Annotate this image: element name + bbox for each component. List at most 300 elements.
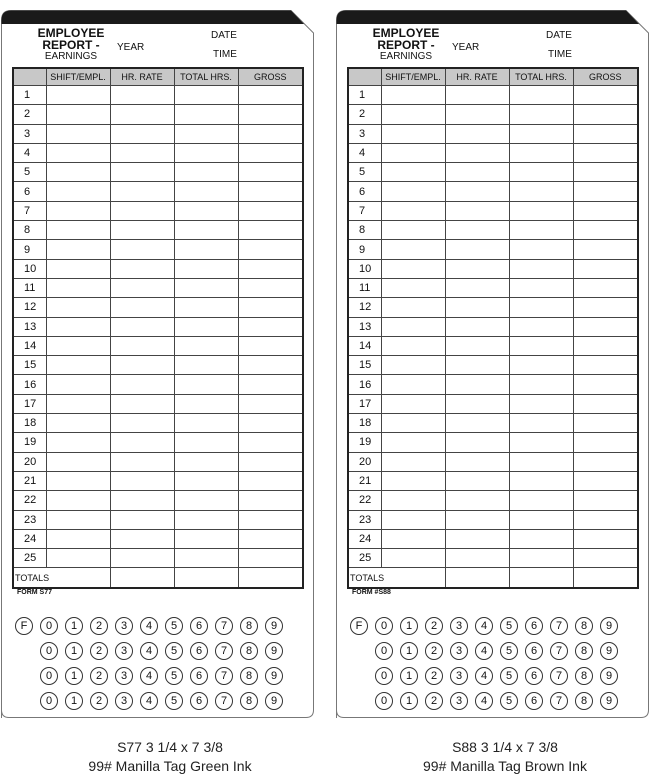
entry-cell[interactable] xyxy=(509,163,573,182)
entry-cell[interactable] xyxy=(174,182,238,201)
entry-cell[interactable] xyxy=(238,510,303,529)
entry-cell[interactable] xyxy=(174,278,238,297)
digit-bubble[interactable]: 0 xyxy=(40,667,58,685)
entry-cell[interactable] xyxy=(573,317,638,336)
entry-cell[interactable] xyxy=(174,221,238,240)
entry-cell[interactable] xyxy=(381,471,445,490)
digit-bubble[interactable]: 5 xyxy=(165,692,183,710)
entry-cell[interactable] xyxy=(573,491,638,510)
entry-cell[interactable] xyxy=(445,394,509,413)
entry-cell[interactable] xyxy=(381,221,445,240)
digit-bubble[interactable]: 9 xyxy=(265,617,283,635)
entry-cell[interactable] xyxy=(46,414,110,433)
entry-cell[interactable] xyxy=(174,471,238,490)
column-header: SHIFT/EMPL. xyxy=(46,68,110,86)
entry-cell[interactable] xyxy=(381,394,445,413)
digit-bubble[interactable]: 3 xyxy=(115,617,133,635)
digit-bubble[interactable]: 0 xyxy=(40,692,58,710)
entry-cell[interactable] xyxy=(509,549,573,568)
digit-bubble[interactable]: 4 xyxy=(140,617,158,635)
entry-cell[interactable] xyxy=(573,356,638,375)
digit-bubble[interactable]: 2 xyxy=(425,692,443,710)
entry-cell[interactable] xyxy=(381,182,445,201)
digit-bubble[interactable]: 5 xyxy=(500,692,518,710)
entry-cell[interactable] xyxy=(509,278,573,297)
entry-cell[interactable] xyxy=(174,529,238,548)
time-label: TIME xyxy=(548,49,572,60)
entry-cell[interactable] xyxy=(381,356,445,375)
digit-bubble[interactable]: 1 xyxy=(400,667,418,685)
entry-cell[interactable] xyxy=(573,105,638,124)
entry-cell[interactable] xyxy=(509,105,573,124)
entry-cell[interactable] xyxy=(573,221,638,240)
digit-bubble[interactable]: 0 xyxy=(375,667,393,685)
entry-cell[interactable] xyxy=(381,278,445,297)
entry-cell[interactable] xyxy=(509,375,573,394)
digit-bubble[interactable]: 4 xyxy=(475,617,493,635)
entry-cell[interactable] xyxy=(174,356,238,375)
digit-bubble[interactable]: 2 xyxy=(90,667,108,685)
entry-cell[interactable] xyxy=(110,240,174,259)
entry-cell[interactable] xyxy=(110,336,174,355)
column-header: GROSS xyxy=(238,68,303,86)
entry-cell[interactable] xyxy=(110,414,174,433)
entry-cell[interactable] xyxy=(238,259,303,278)
digit-bubble[interactable]: 8 xyxy=(575,692,593,710)
digit-bubble[interactable]: 5 xyxy=(165,667,183,685)
entry-cell[interactable] xyxy=(174,452,238,471)
digit-bubble[interactable]: 2 xyxy=(90,642,108,660)
entry-cell[interactable] xyxy=(509,259,573,278)
entry-cell[interactable] xyxy=(573,86,638,105)
entry-cell[interactable] xyxy=(381,201,445,220)
entry-cell[interactable] xyxy=(509,298,573,317)
entry-cell[interactable] xyxy=(46,433,110,452)
digit-bubble[interactable]: 7 xyxy=(215,617,233,635)
entry-cell[interactable] xyxy=(110,105,174,124)
digit-bubble[interactable]: 8 xyxy=(240,692,258,710)
entry-cell[interactable] xyxy=(238,298,303,317)
entry-cell[interactable] xyxy=(509,317,573,336)
digit-bubble[interactable]: 1 xyxy=(400,617,418,635)
entry-cell[interactable] xyxy=(174,143,238,162)
entry-cell[interactable] xyxy=(46,356,110,375)
digit-bubble[interactable]: 5 xyxy=(165,617,183,635)
entry-cell[interactable] xyxy=(573,375,638,394)
row-number: 10 xyxy=(13,259,46,278)
entry-cell[interactable] xyxy=(381,549,445,568)
digit-bubble[interactable]: 9 xyxy=(265,642,283,660)
entry-cell[interactable] xyxy=(110,221,174,240)
entry-cell[interactable] xyxy=(509,124,573,143)
digit-bubble[interactable]: 3 xyxy=(450,692,468,710)
entry-cell[interactable] xyxy=(445,163,509,182)
entry-cell[interactable] xyxy=(174,240,238,259)
entry-cell[interactable] xyxy=(381,317,445,336)
entry-cell[interactable] xyxy=(238,491,303,510)
entry-cell[interactable] xyxy=(110,394,174,413)
digit-bubble[interactable]: 2 xyxy=(425,642,443,660)
entry-cell[interactable] xyxy=(509,394,573,413)
entry-cell[interactable] xyxy=(110,143,174,162)
digit-bubble[interactable]: 5 xyxy=(500,667,518,685)
entry-cell[interactable] xyxy=(174,124,238,143)
totals-cell[interactable] xyxy=(238,568,303,588)
entry-cell[interactable] xyxy=(46,298,110,317)
entry-cell[interactable] xyxy=(46,510,110,529)
entry-cell[interactable] xyxy=(445,510,509,529)
entry-cell[interactable] xyxy=(46,201,110,220)
entry-cell[interactable] xyxy=(381,433,445,452)
entry-cell[interactable] xyxy=(174,317,238,336)
totals-cell[interactable] xyxy=(174,568,238,588)
entry-cell[interactable] xyxy=(46,221,110,240)
digit-bubble[interactable]: 1 xyxy=(400,642,418,660)
entry-cell[interactable] xyxy=(381,105,445,124)
digit-bubble[interactable]: 2 xyxy=(425,667,443,685)
digit-bubble[interactable]: 8 xyxy=(575,667,593,685)
entry-cell[interactable] xyxy=(381,375,445,394)
entry-cell[interactable] xyxy=(238,240,303,259)
entry-cell[interactable] xyxy=(573,240,638,259)
digit-bubble[interactable]: 6 xyxy=(190,617,208,635)
digit-bubble[interactable]: 4 xyxy=(475,692,493,710)
entry-cell[interactable] xyxy=(445,124,509,143)
entry-cell[interactable] xyxy=(573,529,638,548)
entry-cell[interactable] xyxy=(46,182,110,201)
digit-bubble[interactable]: 1 xyxy=(65,617,83,635)
totals-cell[interactable] xyxy=(110,568,174,588)
entry-cell[interactable] xyxy=(381,143,445,162)
digit-bubble[interactable]: 9 xyxy=(600,692,618,710)
digit-bubble[interactable]: 9 xyxy=(600,642,618,660)
entry-cell[interactable] xyxy=(110,278,174,297)
entry-cell[interactable] xyxy=(509,356,573,375)
totals-cell[interactable] xyxy=(573,568,638,588)
entry-cell[interactable] xyxy=(573,414,638,433)
entry-cell[interactable] xyxy=(573,278,638,297)
entry-cell[interactable] xyxy=(445,298,509,317)
digit-bubble[interactable]: 2 xyxy=(425,617,443,635)
entry-cell[interactable] xyxy=(238,452,303,471)
digit-bubble[interactable]: 4 xyxy=(140,692,158,710)
entry-cell[interactable] xyxy=(110,510,174,529)
digit-bubble[interactable]: 5 xyxy=(500,642,518,660)
entry-cell[interactable] xyxy=(445,259,509,278)
digit-bubble[interactable]: 4 xyxy=(475,642,493,660)
entry-cell[interactable] xyxy=(110,356,174,375)
entry-cell[interactable] xyxy=(573,259,638,278)
entry-cell[interactable] xyxy=(46,86,110,105)
entry-cell[interactable] xyxy=(381,529,445,548)
entry-cell[interactable] xyxy=(238,124,303,143)
entry-cell[interactable] xyxy=(46,317,110,336)
entry-cell[interactable] xyxy=(238,529,303,548)
entry-cell[interactable] xyxy=(445,105,509,124)
entry-cell[interactable] xyxy=(110,182,174,201)
entry-cell[interactable] xyxy=(445,86,509,105)
digit-bubble[interactable]: 1 xyxy=(65,692,83,710)
digit-bubble[interactable]: 3 xyxy=(115,667,133,685)
digit-bubble[interactable]: 4 xyxy=(475,667,493,685)
entry-cell[interactable] xyxy=(509,336,573,355)
digit-bubble[interactable]: 9 xyxy=(265,692,283,710)
entry-cell[interactable] xyxy=(174,491,238,510)
entry-cell[interactable] xyxy=(174,201,238,220)
digit-bubble[interactable]: 6 xyxy=(525,617,543,635)
entry-cell[interactable] xyxy=(110,298,174,317)
entry-cell[interactable] xyxy=(110,86,174,105)
entry-cell[interactable] xyxy=(46,240,110,259)
digit-bubble[interactable]: 6 xyxy=(190,642,208,660)
entry-cell[interactable] xyxy=(238,182,303,201)
entry-cell[interactable] xyxy=(509,221,573,240)
entry-cell[interactable] xyxy=(110,124,174,143)
digit-bubble[interactable]: 8 xyxy=(575,642,593,660)
entry-cell[interactable] xyxy=(110,259,174,278)
entry-cell[interactable] xyxy=(445,143,509,162)
entry-cell[interactable] xyxy=(46,375,110,394)
entry-cell[interactable] xyxy=(46,124,110,143)
entry-cell[interactable] xyxy=(381,414,445,433)
entry-cell[interactable] xyxy=(445,433,509,452)
digit-bubble[interactable]: 5 xyxy=(165,642,183,660)
entry-cell[interactable] xyxy=(445,201,509,220)
digit-bubble[interactable]: 7 xyxy=(215,692,233,710)
entry-cell[interactable] xyxy=(509,86,573,105)
digit-bubble[interactable]: 0 xyxy=(375,642,393,660)
digit-bubble[interactable]: 0 xyxy=(40,642,58,660)
entry-cell[interactable] xyxy=(509,433,573,452)
entry-cell[interactable] xyxy=(573,433,638,452)
entry-cell[interactable] xyxy=(509,143,573,162)
entry-cell[interactable] xyxy=(174,414,238,433)
entry-cell[interactable] xyxy=(110,549,174,568)
entry-cell[interactable] xyxy=(46,163,110,182)
entry-cell[interactable] xyxy=(381,86,445,105)
entry-cell[interactable] xyxy=(238,143,303,162)
digit-bubble[interactable]: 7 xyxy=(550,642,568,660)
digit-bubble[interactable]: 5 xyxy=(500,617,518,635)
table-row xyxy=(13,510,303,529)
digit-bubble[interactable]: 3 xyxy=(450,642,468,660)
report-title-line: EMPLOYEE xyxy=(37,26,105,40)
entry-cell[interactable] xyxy=(381,336,445,355)
entry-cell[interactable] xyxy=(445,375,509,394)
entry-cell[interactable] xyxy=(573,336,638,355)
entry-cell[interactable] xyxy=(238,433,303,452)
entry-cell[interactable] xyxy=(238,221,303,240)
digit-bubble[interactable]: 4 xyxy=(140,667,158,685)
entry-cell[interactable] xyxy=(174,163,238,182)
entry-cell[interactable] xyxy=(46,549,110,568)
entry-cell[interactable] xyxy=(46,452,110,471)
entry-cell[interactable] xyxy=(238,549,303,568)
entry-cell[interactable] xyxy=(445,471,509,490)
entry-cell[interactable] xyxy=(110,471,174,490)
row-number: 8 xyxy=(348,221,381,240)
entry-cell[interactable] xyxy=(573,471,638,490)
entry-cell[interactable] xyxy=(110,317,174,336)
digit-bubble[interactable]: 3 xyxy=(115,642,133,660)
column-header: SHIFT/EMPL. xyxy=(381,68,445,86)
digit-bubble[interactable]: 1 xyxy=(65,667,83,685)
entry-cell[interactable] xyxy=(238,278,303,297)
bubble-prefix[interactable]: F xyxy=(15,617,33,635)
digit-bubble[interactable]: 9 xyxy=(600,667,618,685)
entry-cell[interactable] xyxy=(445,317,509,336)
entry-cell[interactable] xyxy=(238,394,303,413)
entry-cell[interactable] xyxy=(110,529,174,548)
digit-bubble[interactable]: 0 xyxy=(375,692,393,710)
entry-cell[interactable] xyxy=(46,259,110,278)
entry-cell[interactable] xyxy=(509,491,573,510)
entry-cell[interactable] xyxy=(381,452,445,471)
entry-cell[interactable] xyxy=(573,510,638,529)
digit-bubble[interactable]: 2 xyxy=(90,692,108,710)
digit-bubble[interactable]: 6 xyxy=(190,667,208,685)
entry-cell[interactable] xyxy=(381,163,445,182)
entry-cell[interactable] xyxy=(238,317,303,336)
digit-bubble[interactable]: 7 xyxy=(550,667,568,685)
entry-cell[interactable] xyxy=(445,491,509,510)
entry-cell[interactable] xyxy=(381,491,445,510)
entry-cell[interactable] xyxy=(509,510,573,529)
entry-cell[interactable] xyxy=(381,259,445,278)
entry-cell[interactable] xyxy=(238,336,303,355)
digit-bubble[interactable]: 0 xyxy=(375,617,393,635)
row-number: 4 xyxy=(348,143,381,162)
entry-cell[interactable] xyxy=(174,549,238,568)
digit-bubble[interactable]: 8 xyxy=(240,667,258,685)
caption-line: 99# Manilla Tag Green Ink xyxy=(88,758,252,774)
entry-cell[interactable] xyxy=(573,549,638,568)
entry-cell[interactable] xyxy=(46,471,110,490)
totals-cell[interactable] xyxy=(509,568,573,588)
entry-cell[interactable] xyxy=(174,298,238,317)
digit-bubble[interactable]: 7 xyxy=(550,692,568,710)
row-number: 19 xyxy=(348,433,381,452)
entry-cell[interactable] xyxy=(381,124,445,143)
entry-cell[interactable] xyxy=(445,529,509,548)
entry-cell[interactable] xyxy=(445,221,509,240)
digit-bubble[interactable]: 6 xyxy=(525,642,543,660)
entry-cell[interactable] xyxy=(110,201,174,220)
entry-cell[interactable] xyxy=(46,491,110,510)
entry-cell[interactable] xyxy=(381,298,445,317)
entry-cell[interactable] xyxy=(509,182,573,201)
entry-cell[interactable] xyxy=(110,433,174,452)
bubble-prefix[interactable]: F xyxy=(350,617,368,635)
entry-cell[interactable] xyxy=(509,452,573,471)
entry-cell[interactable] xyxy=(174,394,238,413)
entry-cell[interactable] xyxy=(509,201,573,220)
entry-cell[interactable] xyxy=(381,510,445,529)
digit-bubble[interactable]: 8 xyxy=(240,642,258,660)
entry-cell[interactable] xyxy=(573,124,638,143)
entry-cell[interactable] xyxy=(238,356,303,375)
digit-bubble[interactable]: 7 xyxy=(550,617,568,635)
entry-cell[interactable] xyxy=(46,105,110,124)
entry-cell[interactable] xyxy=(509,529,573,548)
entry-cell[interactable] xyxy=(573,394,638,413)
digit-bubble[interactable]: 3 xyxy=(450,617,468,635)
entry-cell[interactable] xyxy=(445,278,509,297)
entry-cell[interactable] xyxy=(238,375,303,394)
entry-cell[interactable] xyxy=(238,163,303,182)
entry-cell[interactable] xyxy=(46,529,110,548)
entry-cell[interactable] xyxy=(445,549,509,568)
entry-cell[interactable] xyxy=(445,452,509,471)
entry-cell[interactable] xyxy=(174,105,238,124)
entry-cell[interactable] xyxy=(445,182,509,201)
digit-bubble[interactable]: 6 xyxy=(525,667,543,685)
digit-bubble[interactable]: 9 xyxy=(265,667,283,685)
entry-cell[interactable] xyxy=(238,414,303,433)
entry-cell[interactable] xyxy=(46,336,110,355)
entry-cell[interactable] xyxy=(509,240,573,259)
totals-cell[interactable] xyxy=(445,568,509,588)
entry-cell[interactable] xyxy=(573,201,638,220)
entry-cell[interactable] xyxy=(445,336,509,355)
digit-bubble[interactable]: 3 xyxy=(450,667,468,685)
entry-cell[interactable] xyxy=(573,182,638,201)
entry-cell[interactable] xyxy=(174,336,238,355)
digit-bubble[interactable]: 4 xyxy=(140,642,158,660)
entry-cell[interactable] xyxy=(238,471,303,490)
digit-bubble[interactable]: 3 xyxy=(115,692,133,710)
entry-cell[interactable] xyxy=(573,143,638,162)
digit-bubble[interactable]: 2 xyxy=(90,617,108,635)
entry-cell[interactable] xyxy=(174,510,238,529)
entry-cell[interactable] xyxy=(110,452,174,471)
digit-bubble[interactable]: 0 xyxy=(40,617,58,635)
digit-bubble[interactable]: 1 xyxy=(400,692,418,710)
entry-cell[interactable] xyxy=(174,86,238,105)
entry-cell[interactable] xyxy=(110,163,174,182)
entry-cell[interactable] xyxy=(509,414,573,433)
digit-bubble[interactable]: 7 xyxy=(215,667,233,685)
entry-cell[interactable] xyxy=(445,414,509,433)
entry-cell[interactable] xyxy=(445,240,509,259)
digit-bubble[interactable]: 6 xyxy=(190,692,208,710)
table-row xyxy=(13,394,303,413)
entry-cell[interactable] xyxy=(509,471,573,490)
entry-cell[interactable] xyxy=(238,86,303,105)
entry-cell[interactable] xyxy=(46,394,110,413)
entry-cell[interactable] xyxy=(174,433,238,452)
digit-bubble[interactable]: 8 xyxy=(240,617,258,635)
digit-bubble[interactable]: 8 xyxy=(575,617,593,635)
entry-cell[interactable] xyxy=(573,452,638,471)
entry-cell[interactable] xyxy=(238,201,303,220)
entry-cell[interactable] xyxy=(445,356,509,375)
digit-bubble[interactable]: 6 xyxy=(525,692,543,710)
entry-cell[interactable] xyxy=(174,375,238,394)
entry-cell[interactable] xyxy=(573,298,638,317)
entry-cell[interactable] xyxy=(46,278,110,297)
entry-cell[interactable] xyxy=(573,163,638,182)
entry-cell[interactable] xyxy=(46,143,110,162)
entry-cell[interactable] xyxy=(381,240,445,259)
digit-bubble[interactable]: 1 xyxy=(65,642,83,660)
digit-bubble[interactable]: 9 xyxy=(600,617,618,635)
entry-cell[interactable] xyxy=(110,491,174,510)
entry-cell[interactable] xyxy=(238,105,303,124)
entry-cell[interactable] xyxy=(174,259,238,278)
entry-cell[interactable] xyxy=(110,375,174,394)
digit-bubble[interactable]: 7 xyxy=(215,642,233,660)
